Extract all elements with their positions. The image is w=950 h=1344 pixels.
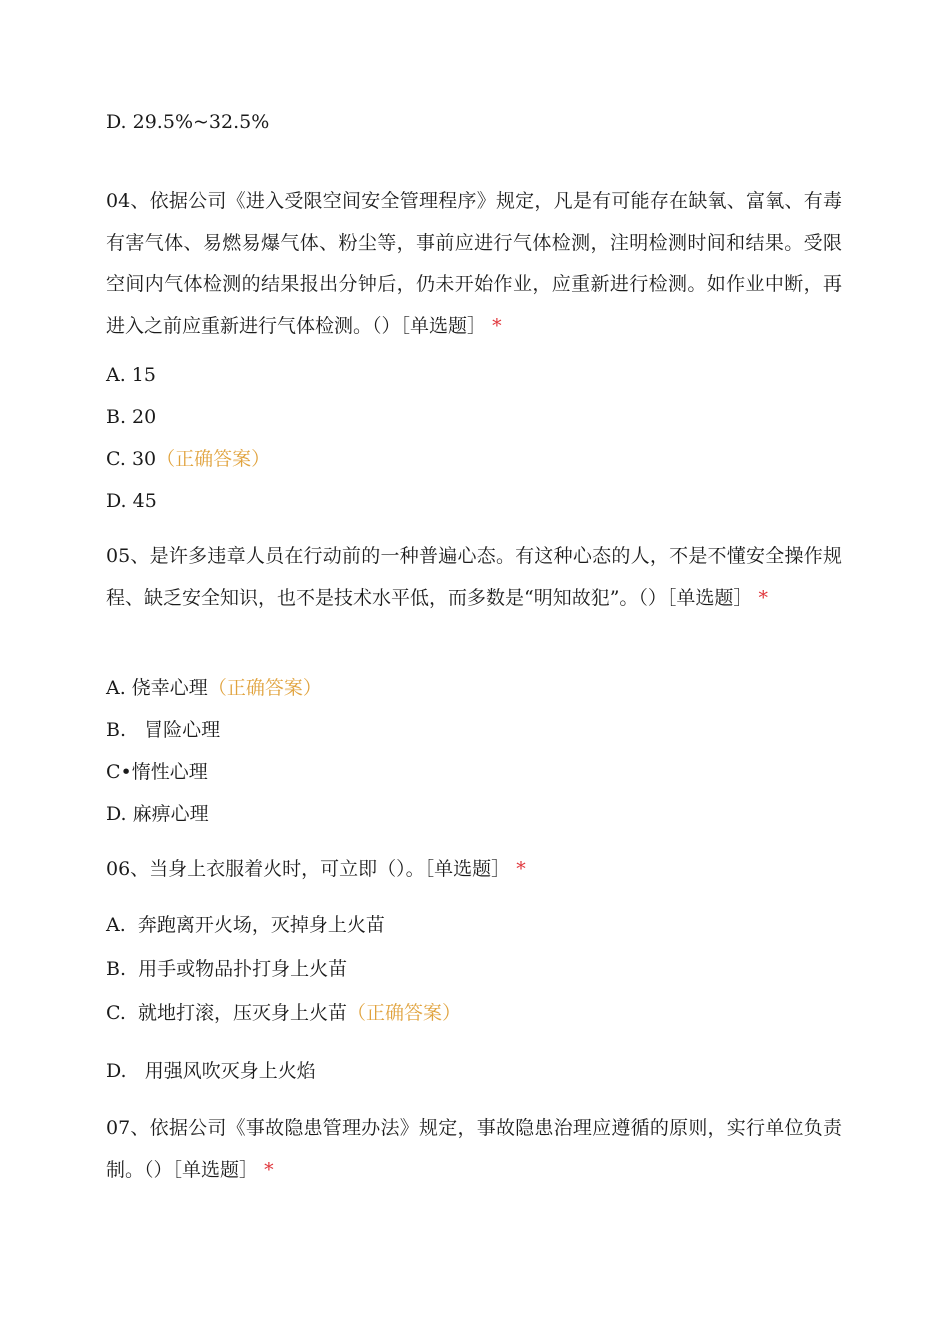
option-label: A. 奔跑离开火场，灭掉身上火苗 bbox=[106, 914, 385, 936]
option-label: A. 15 bbox=[106, 364, 156, 386]
option-label: D. 用强风吹灭身上火焰 bbox=[106, 1060, 316, 1082]
q06-option-d[interactable] bbox=[106, 1051, 846, 1092]
q06-option-a[interactable] bbox=[106, 905, 846, 946]
question-04 bbox=[106, 181, 842, 347]
q04-option-d[interactable] bbox=[106, 481, 846, 522]
question-text: 06、当身上衣服着火时，可立即（）。［单选题］ bbox=[106, 858, 511, 880]
required-mark: * bbox=[758, 586, 768, 609]
q06-option-b[interactable] bbox=[106, 949, 846, 990]
q06-option-c[interactable] bbox=[106, 993, 846, 1034]
option-label: C•惰性心理 bbox=[106, 761, 208, 783]
required-mark: * bbox=[492, 314, 502, 337]
question-05 bbox=[106, 536, 842, 619]
q05-option-a[interactable] bbox=[106, 668, 846, 709]
option-label: A. 侥幸心理 bbox=[106, 677, 208, 699]
q04-option-a[interactable] bbox=[106, 355, 846, 396]
correct-answer-tag: （正确答案） bbox=[346, 1002, 461, 1024]
correct-answer-tag: （正确答案） bbox=[207, 677, 322, 699]
question-text: 07、依据公司《事故隐患管理办法》规定，事故隐患治理应遵循的原则，实行单位负责制。（）［单选题］ bbox=[106, 1117, 842, 1181]
q05-option-c[interactable] bbox=[106, 752, 846, 793]
required-mark: * bbox=[264, 1158, 274, 1181]
option-label: D. 45 bbox=[106, 490, 157, 512]
q04-option-c[interactable] bbox=[106, 439, 846, 480]
q05-option-b[interactable] bbox=[106, 710, 846, 751]
option-label: B. 冒险心理 bbox=[106, 719, 221, 741]
option-label: C. 就地打滚，压灭身上火苗 bbox=[106, 1002, 347, 1024]
option-label: D. 29.5%~32.5% bbox=[106, 111, 270, 133]
correct-answer-tag: （正确答案） bbox=[156, 448, 271, 470]
question-text: 04、依据公司《进入受限空间安全管理程序》规定，凡是有可能存在缺氧、富氧、有毒有害气体、易燃易爆气体、粉尘等，事前应进行气体检测，注明检测时间和结果。受限空间内气体检测的结果报出分钟后，仍未开始作业，应重新进行检测。如作业中断，再进入之前应重新进行气体检测。（）［单选题］ bbox=[106, 190, 842, 337]
q04-option-b[interactable] bbox=[106, 397, 846, 438]
required-mark: * bbox=[516, 858, 526, 880]
prev-question-option-d[interactable] bbox=[106, 102, 846, 143]
option-label: B. 用手或物品扑打身上火苗 bbox=[106, 958, 348, 980]
question-07 bbox=[106, 1108, 842, 1191]
option-label: C. 30 bbox=[106, 448, 157, 470]
question-text: 05、是许多违章人员在行动前的一种普遍心态。有这种心态的人，不是不懂安全操作规程、缺乏安全知识，也不是技术水平低，而多数是“明知故犯”。（）［单选题］ bbox=[106, 545, 842, 609]
question-06 bbox=[106, 849, 842, 891]
option-label: D. 麻痹心理 bbox=[106, 803, 209, 825]
q05-option-d[interactable] bbox=[106, 794, 846, 835]
option-label: B. 20 bbox=[106, 406, 157, 428]
